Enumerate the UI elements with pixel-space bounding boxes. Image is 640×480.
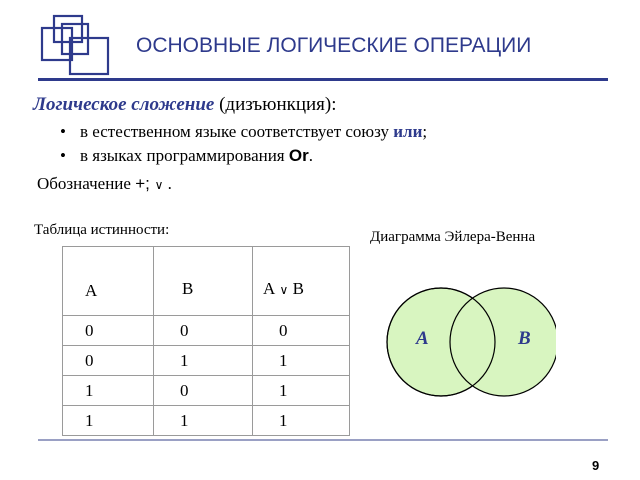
notation-label: Обозначение [37,174,136,193]
table-cell: 1 [154,346,253,376]
heading-term: Логическое сложение [33,94,215,115]
list-item [60,120,427,144]
table-cell: 1 [63,406,154,436]
header-cell-b: В [154,247,253,316]
table-cell: 0 [154,376,253,406]
table-row [63,346,350,376]
set-b-label: B [518,328,531,349]
bullet-punct: . [308,146,313,165]
overlapping-squares-logo-icon [40,14,112,78]
header-cell-a-or-b: А ∨ В [253,247,350,316]
table-cell: 0 [253,316,350,346]
table-cell: 1 [253,376,350,406]
bullet-dot-icon: • [60,146,66,165]
table-cell: 1 [154,406,253,436]
truth-table-caption: Таблица истинности: [34,222,170,238]
notation-end: . [163,174,172,193]
set-b-circle [450,288,556,396]
table-row [63,376,350,406]
table-header-row [63,247,350,316]
venn-diagram [386,284,556,400]
venn-caption: Диаграмма Эйлера-Венна [370,229,536,245]
heading-gloss: (дизъюнкция): [219,94,337,115]
bullet-list [60,120,427,168]
bullet-text: в языках программирования [80,146,289,165]
list-item [60,144,427,168]
table-cell: 1 [253,346,350,376]
bullet-text: в естественном языке соответствует союзу [80,122,394,141]
bullet-dot-icon: • [60,122,66,141]
bullet-punct: ; [422,122,428,141]
table-cell: 1 [63,376,154,406]
notation-line [37,174,172,194]
table-cell: 1 [253,406,350,436]
disjunction-symbol: ∨ [154,178,164,192]
table-cell: 0 [63,316,154,346]
table-cell: 0 [154,316,253,346]
notation-separator: ; [145,174,155,193]
table-cell: 0 [63,346,154,376]
table-row [63,406,350,436]
truth-table [62,246,350,436]
keyword-or-code: Or [288,146,309,165]
section-heading [33,94,337,116]
disjunction-symbol: ∨ [279,283,289,297]
slide-title: ОСНОВНЫЕ ЛОГИЧЕСКИЕ ОПЕРАЦИИ [136,34,532,57]
header-cell-a: А [63,247,154,316]
plus-symbol: + [135,174,146,193]
title-divider [38,78,608,81]
page-number: 9 [592,458,600,473]
footer-divider [38,439,608,441]
table-row [63,316,350,346]
keyword-or-ru: или [393,122,423,141]
set-a-label: A [416,328,429,349]
